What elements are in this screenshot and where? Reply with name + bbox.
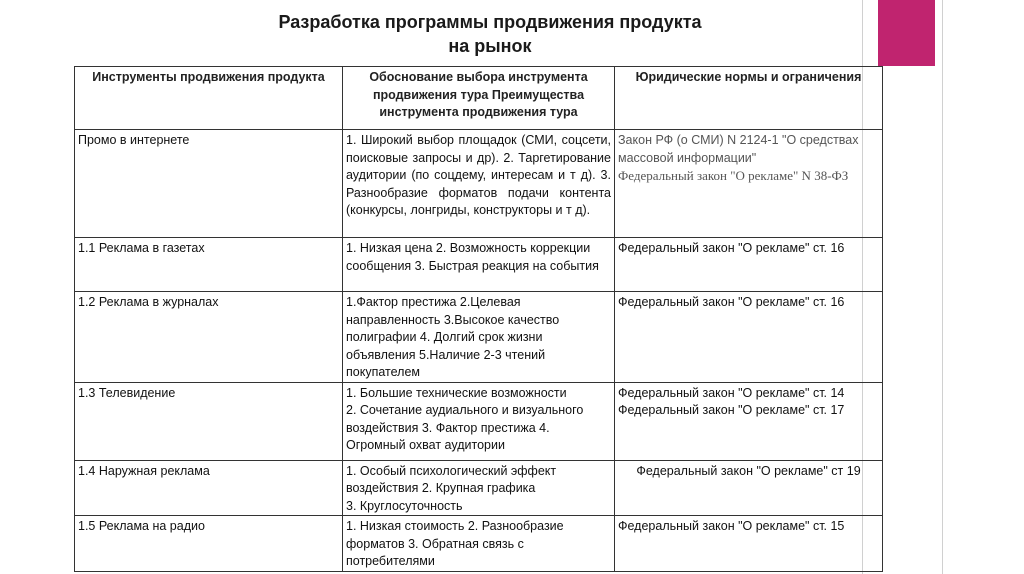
cell-reason: 1.Фактор престижа 2.Целевая направленность 3.Высокое качество полиграфии 4. Долгий срок жизни объявления 5.Наличие 2-3 чтений покупателем	[343, 292, 615, 383]
header-tools: Инструменты продвижения продукта	[75, 67, 343, 130]
cell-law: Федеральный закон "О рекламе" ст. 15	[615, 516, 883, 572]
cell-tool: Промо в интернете	[75, 130, 343, 238]
title-line-1: Разработка программы продвижения продукта	[278, 12, 702, 32]
reason-line: 1. Особый психологический эффект воздействия 2. Крупная графика	[346, 463, 557, 495]
promotion-table	[74, 66, 883, 572]
table-row	[75, 460, 883, 516]
cell-reason	[343, 460, 615, 516]
cell-reason	[343, 382, 615, 460]
header-reason: Обоснование выбора инструмента продвижения тура Преимущества инструмента продвижения тура	[343, 67, 615, 130]
cell-law	[615, 130, 883, 238]
table-row	[75, 382, 883, 460]
cell-tool: 1.4 Наружная реклама	[75, 460, 343, 516]
cell-law: Федеральный закон "О рекламе" ст. 16	[615, 238, 883, 292]
law-line: Федеральный закон "О рекламе" N 38-ФЗ	[618, 168, 849, 183]
reason-line: 2. Сочетание аудиального и визуального воздействия 3. Фактор престижа 4. Огромный охват аудитории	[346, 403, 584, 452]
table-header-row	[75, 67, 883, 130]
page-title	[150, 10, 830, 58]
header-law: Юридические нормы и ограничения	[615, 67, 883, 130]
cell-reason: 1. Низкая стоимость 2. Разнообразие форматов 3. Обратная связь с потребителями	[343, 516, 615, 572]
table-row	[75, 292, 883, 383]
cell-law: Федеральный закон "О рекламе" ст. 16	[615, 292, 883, 383]
cell-law: Федеральный закон "О рекламе" ст 19	[615, 460, 883, 516]
accent-bar	[878, 0, 935, 66]
table-row	[75, 516, 883, 572]
title-line-2: на рынок	[448, 36, 532, 56]
law-line: Закон РФ (о СМИ) N 2124-1 "О средствах массовой информации"	[618, 133, 859, 165]
table-row	[75, 238, 883, 292]
reason-line: 3. Круглосуточность	[346, 498, 463, 513]
cell-tool: 1.1 Реклама в газетах	[75, 238, 343, 292]
reason-line: 1. Большие технические возможности	[346, 385, 567, 400]
decorative-line	[942, 0, 943, 574]
cell-law	[615, 382, 883, 460]
table-row	[75, 130, 883, 238]
law-line: Федеральный закон "О рекламе" ст. 17	[618, 403, 845, 417]
cell-tool: 1.3 Телевидение	[75, 382, 343, 460]
law-line: Федеральный закон "О рекламе" ст. 14	[618, 385, 845, 400]
cell-tool: 1.5 Реклама на радио	[75, 516, 343, 572]
cell-reason: 1. Широкий выбор площадок (СМИ, соцсети, поисковые запросы и др). 2. Таргетирование аудитории (по соцдему, интересам и т д). 3. Разнообразие форматов подачи контента (конкурсы, лонгриды, конструкторы и т д).	[343, 130, 615, 238]
cell-tool: 1.2 Реклама в журналах	[75, 292, 343, 383]
cell-reason: 1. Низкая цена 2. Возможность коррекции сообщения 3. Быстрая реакция на события	[343, 238, 615, 292]
